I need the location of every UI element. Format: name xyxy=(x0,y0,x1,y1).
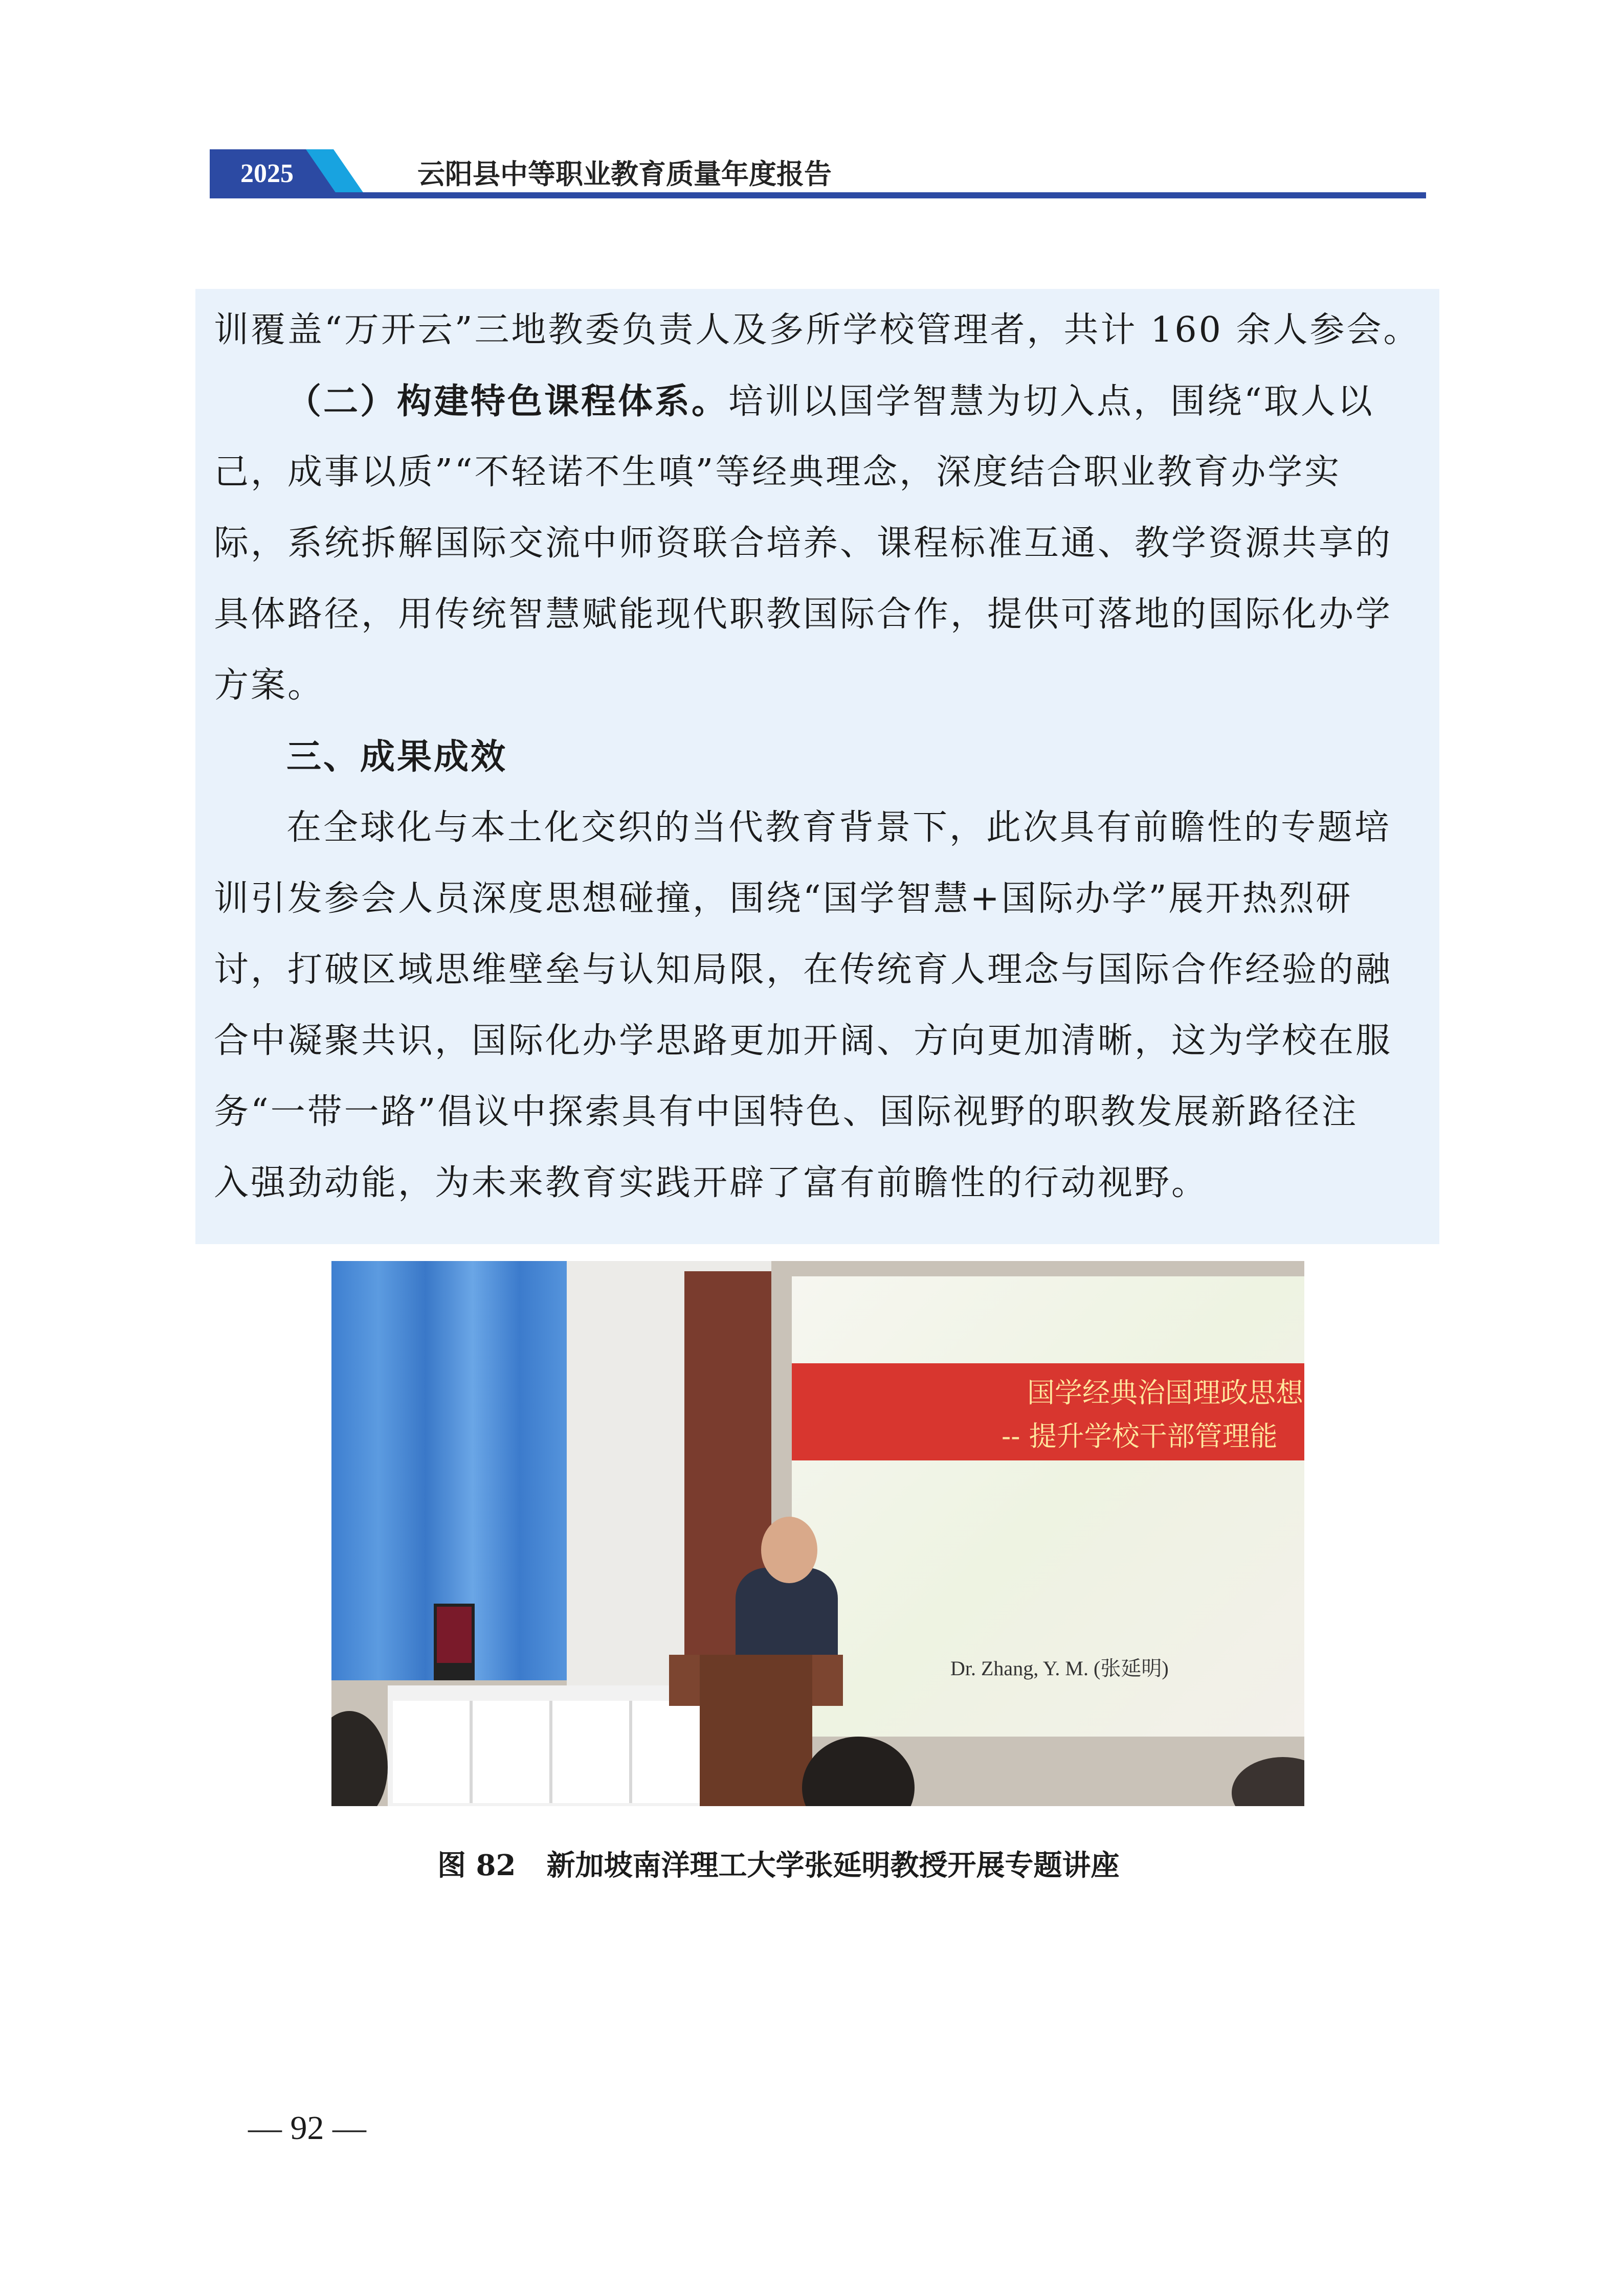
lecture-photo xyxy=(331,1261,1304,1806)
body-line-13: 入强劲动能，为未来教育实践开辟了富有前瞻性的行动视野。 xyxy=(214,1163,1209,1203)
body-line-10: 讨，打破区域思维壁垒与认知局限，在传统育人理念与国际合作经验的融 xyxy=(214,950,1393,990)
subheading-line xyxy=(286,376,1429,427)
subheading-label: （二）构建特色课程体系。 xyxy=(286,381,729,422)
photo-audience-hand xyxy=(1232,1757,1304,1806)
body-line-9: 训引发参会人员深度思想碰撞，围绕“国学智慧+国际办学”展开热烈研 xyxy=(214,879,1353,919)
subheading-text: 培训以国学智慧为切入点，围绕“取人以 xyxy=(728,381,1374,422)
photo-slide-title: 国学经典治国理政思想 xyxy=(1027,1377,1303,1409)
body-line-4: 际，系统拆解国际交流中师资联合培养、课程标准互通、教学资源共享的 xyxy=(214,523,1393,564)
header-year: 2025 xyxy=(240,159,294,188)
figure-number: 图 82 xyxy=(437,1849,516,1882)
figure-caption xyxy=(437,1845,1119,1886)
page-number: — 92 — xyxy=(248,2109,366,2147)
section-heading: 三、成果成效 xyxy=(286,736,508,777)
body-line-11: 合中凝聚共识，国际化办学思路更加开阔、方向更加清晰，这为学校在服 xyxy=(214,1021,1393,1061)
body-line-12: 务“一带一路”倡议中探索具有中国特色、国际视野的职教发展新路径注 xyxy=(214,1092,1359,1132)
header-rule xyxy=(210,192,1426,198)
photo-audience-head xyxy=(802,1737,915,1806)
body-line-6: 方案。 xyxy=(214,665,325,706)
photo-speaker-head xyxy=(761,1517,817,1583)
header-title: 云阳县中等职业教育质量年度报告 xyxy=(417,157,832,190)
para-first-line: 在全球化与本土化交织的当代教育背景下，此次具有前瞻性的专题培 xyxy=(286,807,1392,848)
photo-slide-subtitle: -- 提升学校干部管理能 xyxy=(1002,1420,1278,1452)
figure-caption-text: 新加坡南洋理工大学张延明教授开展专题讲座 xyxy=(546,1849,1120,1882)
body-line-1: 训覆盖“万开云”三地教委负责人及多所学校管理者，共计 160 余人参会。 xyxy=(214,310,1420,350)
body-line-3: 己，成事以质”“不轻诺不生嗔”等经典理念，深度结合职业教育办学实 xyxy=(214,452,1342,492)
photo-slide-caption: Dr. Zhang, Y. M. (张延明) xyxy=(950,1657,1169,1680)
body-line-5: 具体路径，用传统智慧赋能现代职教国际合作，提供可落地的国际化办学 xyxy=(214,594,1393,635)
photo-audience-head xyxy=(331,1711,388,1806)
photo-desk-drawers xyxy=(393,1701,710,1803)
photo-podium xyxy=(700,1655,812,1806)
photo-monitor-screen xyxy=(437,1607,472,1663)
